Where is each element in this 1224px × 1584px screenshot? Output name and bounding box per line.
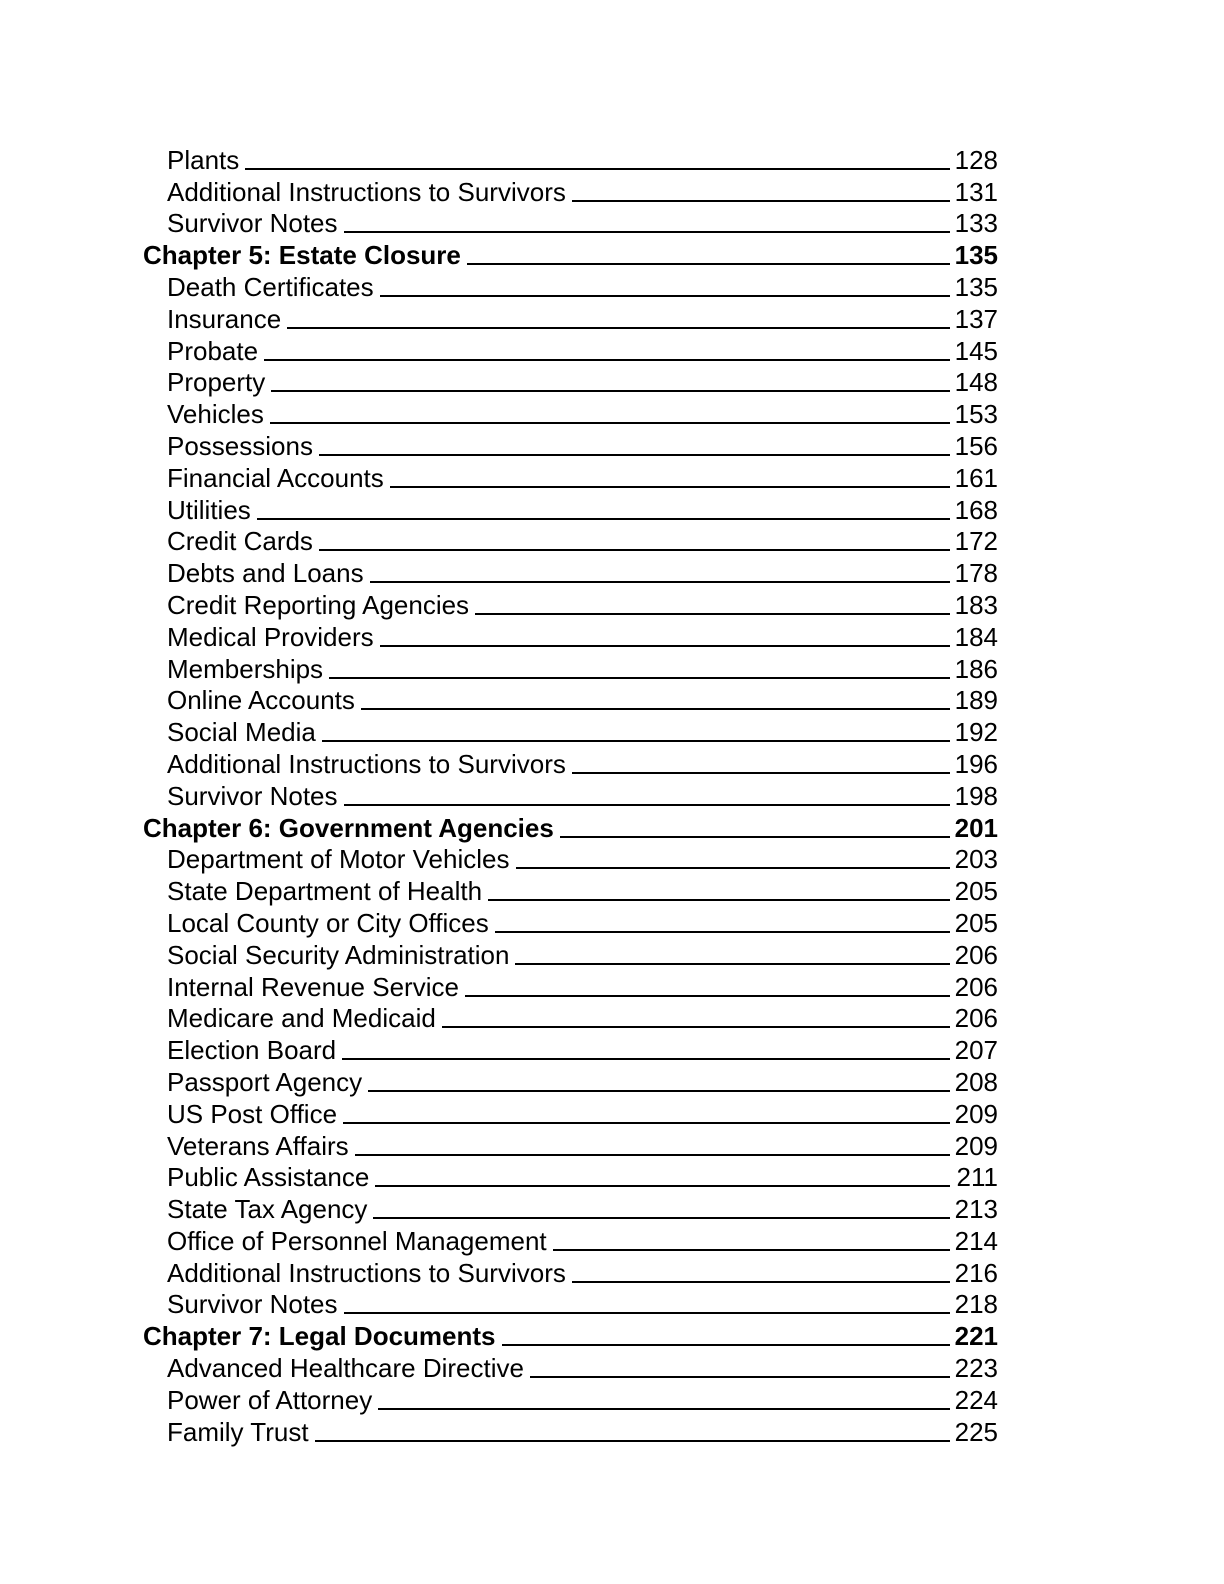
toc-leader-line [516, 867, 951, 869]
toc-leader-line [342, 1058, 950, 1060]
toc-entry-title: Financial Accounts [167, 462, 384, 493]
toc-entry-title: Vehicles [167, 399, 264, 430]
toc-entry [143, 937, 998, 969]
toc-entry [143, 778, 998, 810]
toc-entry-title: Credit Cards [167, 526, 313, 557]
toc-entry-title: Local County or City Offices [167, 907, 489, 938]
toc-leader-line [380, 645, 950, 647]
toc-page-number: 218 [954, 1289, 998, 1320]
toc-leader-line [488, 899, 950, 901]
toc-chapter-entry [143, 1318, 998, 1350]
toc-entry [143, 842, 998, 874]
toc-entry [143, 587, 998, 619]
toc-entry [143, 651, 998, 683]
toc-page-number: 153 [954, 399, 998, 430]
toc-leader-line [287, 327, 950, 329]
toc-leader-line [344, 231, 951, 233]
toc-entry-title: Additional Instructions to Survivors [167, 748, 566, 779]
toc-leader-line [370, 581, 950, 583]
toc-leader-line [375, 1185, 950, 1187]
toc-entry [143, 1223, 998, 1255]
toc-entry-title: Additional Instructions to Survivors [167, 1257, 566, 1288]
toc-entry-title: Insurance [167, 303, 282, 334]
toc-entry-title: Survivor Notes [167, 780, 338, 811]
toc-page-number: 223 [954, 1353, 998, 1384]
toc-page-number: 224 [954, 1384, 998, 1415]
toc-entry-title: Property [167, 367, 266, 398]
toc-leader-line [467, 263, 950, 265]
toc-entry-title: Advanced Healthcare Directive [167, 1353, 524, 1384]
toc-page-number: 133 [954, 208, 998, 239]
toc-entry [143, 683, 998, 715]
toc-entry-title: Online Accounts [167, 685, 355, 716]
toc-leader-line [319, 549, 950, 551]
toc-page-number: 128 [954, 144, 998, 175]
toc-leader-line [355, 1154, 950, 1156]
toc-page-number: 209 [954, 1098, 998, 1129]
toc-entry [143, 1350, 998, 1382]
toc-entry [143, 1128, 998, 1160]
toc-page-number: 207 [954, 1035, 998, 1066]
toc-page-number: 208 [954, 1066, 998, 1097]
toc-page-number: 131 [954, 176, 998, 207]
toc-entry-title: US Post Office [167, 1098, 338, 1129]
toc-leader-line [344, 1312, 951, 1314]
toc-leader-line [560, 836, 950, 838]
toc-entry [143, 396, 998, 428]
toc-page-number: 206 [954, 971, 998, 1002]
toc-entry [143, 206, 998, 238]
toc-entry-title: Possessions [167, 430, 313, 461]
toc-entry-title: Social Media [167, 717, 316, 748]
toc-page-number: 216 [954, 1257, 998, 1288]
toc-leader-line [390, 486, 950, 488]
toc-page-number: 135 [954, 240, 998, 271]
toc-leader-line [257, 518, 950, 520]
toc-leader-line [378, 1408, 950, 1410]
toc-entry-title: Medicare and Medicaid [167, 1003, 436, 1034]
toc-entry [143, 1096, 998, 1128]
toc-page-number: 209 [954, 1130, 998, 1161]
toc-entry [143, 269, 998, 301]
table-of-contents [143, 142, 998, 1446]
toc-entry-title: Election Board [167, 1035, 337, 1066]
toc-leader-line [315, 1440, 950, 1442]
toc-leader-line [553, 1249, 950, 1251]
toc-entry-title: Office of Personnel Management [167, 1225, 547, 1256]
toc-page-number: 161 [954, 462, 998, 493]
toc-leader-line [361, 708, 950, 710]
toc-entry [143, 1001, 998, 1033]
toc-leader-line [373, 1217, 950, 1219]
toc-leader-line [475, 613, 950, 615]
toc-leader-line [442, 1026, 950, 1028]
toc-entry [143, 1032, 998, 1064]
toc-entry-title: Medical Providers [167, 621, 374, 652]
toc-entry-title: Credit Reporting Agencies [167, 589, 470, 620]
toc-page-number: 168 [954, 494, 998, 525]
toc-entry [143, 1382, 998, 1414]
toc-page-number: 205 [954, 876, 998, 907]
toc-entry [143, 428, 998, 460]
toc-leader-line [502, 1344, 950, 1346]
toc-page-number: 192 [954, 717, 998, 748]
toc-leader-line [343, 1122, 950, 1124]
toc-entry-title: Department of Motor Vehicles [167, 844, 510, 875]
toc-entry-title: Memberships [167, 653, 324, 684]
toc-leader-line [515, 963, 950, 965]
toc-page-number: 201 [954, 812, 998, 843]
toc-entry-title: Plants [167, 144, 240, 175]
toc-leader-line [270, 422, 950, 424]
toc-leader-line [572, 772, 950, 774]
toc-entry-title: State Department of Health [167, 876, 483, 907]
toc-page-number: 186 [954, 653, 998, 684]
toc-page-number: 172 [954, 526, 998, 557]
toc-entry-title: Utilities [167, 494, 251, 525]
toc-entry [143, 301, 998, 333]
toc-page-number: 183 [954, 589, 998, 620]
toc-entry [143, 142, 998, 174]
toc-page-number: 221 [954, 1321, 998, 1352]
toc-page-number: 196 [954, 748, 998, 779]
toc-entry [143, 1287, 998, 1319]
toc-entry [143, 714, 998, 746]
toc-page-number: 203 [954, 844, 998, 875]
toc-entry-title: Chapter 5: Estate Closure [143, 240, 461, 271]
toc-leader-line [530, 1376, 950, 1378]
toc-entry [143, 1064, 998, 1096]
toc-entry-title: Additional Instructions to Survivors [167, 176, 566, 207]
toc-leader-line [245, 168, 950, 170]
toc-entry-title: Death Certificates [167, 271, 374, 302]
toc-leader-line [572, 1281, 950, 1283]
toc-entry [143, 460, 998, 492]
toc-page-number: 135 [954, 271, 998, 302]
toc-page-number: 198 [954, 780, 998, 811]
toc-entry-title: Survivor Notes [167, 1289, 338, 1320]
toc-leader-line [380, 295, 950, 297]
toc-leader-line [572, 200, 950, 202]
toc-entry [143, 555, 998, 587]
toc-entry-title: Family Trust [167, 1416, 309, 1447]
toc-entry [143, 969, 998, 1001]
toc-entry-title: Debts and Loans [167, 558, 364, 589]
toc-entry-title: Probate [167, 335, 259, 366]
toc-entry [143, 619, 998, 651]
toc-leader-line [271, 390, 950, 392]
toc-entry [143, 333, 998, 365]
toc-page-number: 137 [954, 303, 998, 334]
toc-page-number: 178 [954, 558, 998, 589]
toc-entry [143, 365, 998, 397]
toc-leader-line [329, 677, 950, 679]
toc-page-number: 205 [954, 907, 998, 938]
toc-entry [143, 873, 998, 905]
toc-entry [143, 1255, 998, 1287]
toc-entry-title: Survivor Notes [167, 208, 338, 239]
toc-entry-title: State Tax Agency [167, 1194, 368, 1225]
toc-entry-title: Chapter 6: Government Agencies [143, 812, 554, 843]
toc-entry [143, 1160, 998, 1192]
toc-entry [143, 1414, 998, 1446]
toc-entry-title: Veterans Affairs [167, 1130, 349, 1161]
toc-entry-title: Passport Agency [167, 1066, 363, 1097]
toc-entry-title: Public Assistance [167, 1162, 370, 1193]
toc-page-number: 206 [954, 939, 998, 970]
toc-chapter-entry [143, 810, 998, 842]
toc-page-number: 206 [954, 1003, 998, 1034]
toc-entry-title: Internal Revenue Service [167, 971, 459, 1002]
toc-page-number: 184 [954, 621, 998, 652]
toc-leader-line [264, 359, 950, 361]
toc-chapter-entry [143, 237, 998, 269]
toc-page-number: 225 [954, 1416, 998, 1447]
toc-leader-line [368, 1090, 950, 1092]
toc-leader-line [319, 454, 950, 456]
toc-entry-title: Power of Attorney [167, 1384, 373, 1415]
toc-entry [143, 905, 998, 937]
toc-entry [143, 492, 998, 524]
toc-entry [143, 524, 998, 556]
toc-leader-line [344, 804, 951, 806]
toc-page-number: 189 [954, 685, 998, 716]
toc-page-number: 214 [954, 1225, 998, 1256]
toc-page-number: 145 [954, 335, 998, 366]
toc-page-number: 148 [954, 367, 998, 398]
toc-page-number: 156 [954, 430, 998, 461]
toc-page-number: 211 [956, 1162, 998, 1193]
toc-entry-title: Social Security Administration [167, 939, 510, 970]
toc-page-number: 213 [954, 1194, 998, 1225]
toc-entry [143, 1191, 998, 1223]
toc-leader-line [465, 995, 950, 997]
toc-entry [143, 746, 998, 778]
toc-leader-line [322, 740, 950, 742]
toc-entry-title: Chapter 7: Legal Documents [143, 1321, 496, 1352]
toc-entry [143, 174, 998, 206]
toc-leader-line [495, 931, 950, 933]
